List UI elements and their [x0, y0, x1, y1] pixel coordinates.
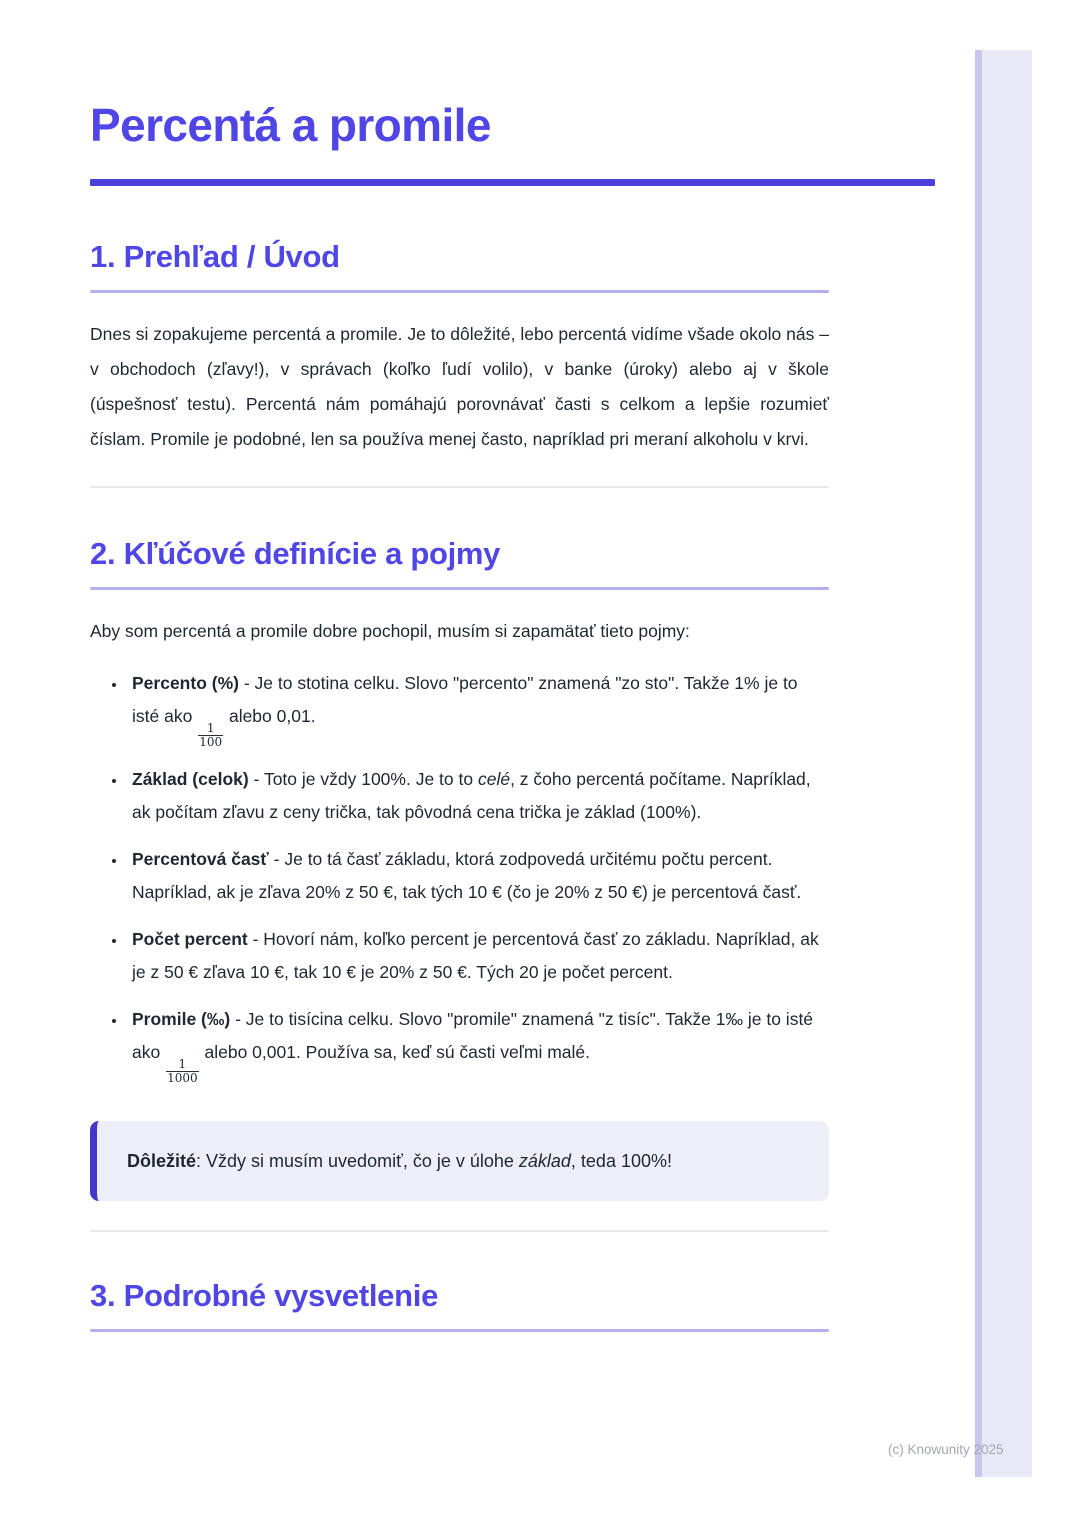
math-fraction: $\frac{1}{1000}$ [167, 1056, 198, 1085]
section-divider-2 [90, 1230, 829, 1232]
section-3-underline [90, 1329, 829, 1332]
section-3-heading: 3. Podrobné vysvetlenie [90, 1277, 439, 1313]
page-edge-strip [975, 50, 1032, 1477]
definitions-intro: Aby som percentá a promile dobre pochopil, musím si zapamätať tieto pojmy: [90, 620, 690, 641]
definitions-list [90, 667, 829, 1085]
definition-item: • Percento (%) - Je to stotina celku. Slovo "percento" znamená "zo sto". Takže 1% je to isté ako $\frac{1}{100}$ alebo 0,01. [127, 667, 829, 749]
section-1-heading: 1. Prehľad / Úvod [90, 238, 340, 274]
overview-paragraph: Dnes si zopakujeme percentá a promile. Je to dôležité, lebo percentá vidíme všade okolo nás – v obchodoch (zľavy!), v správach (koľko ľudí volilo), v banke (úroky) alebo aj v škole (úspešnosť testu). Percentá nám pomáhajú porovnávať časti s celkom a lepšie rozumieť číslam. Promile je podobné, len sa používa menej často, napríklad pri meraní alkoholu v krvi. [90, 323, 829, 449]
math-fraction: $\frac{1}{100}$ [199, 720, 223, 749]
section-explanation [90, 1277, 829, 1332]
definition-item: • Základ (celok) - Toto je vždy 100%. Je to to celé, z čoho percentá počítame. Napríklad, ak počítam zľavu z ceny trička, tak pôvodná cena trička je základ (100%). [127, 763, 829, 829]
section-2-underline [90, 587, 829, 590]
title-divider [90, 179, 935, 186]
section-overview [90, 238, 829, 457]
definition-item: • Počet percent - Hovorí nám, koľko percent je percentová časť zo základu. Napríklad, ak je z 50 € zľava 10 €, tak 10 € je 20% z 50 €. Tých 20 je počet percent. [127, 923, 829, 989]
document-title: Percentá a promile [90, 99, 491, 151]
section-definitions [90, 535, 829, 1201]
important-callout [90, 1121, 829, 1201]
section-1-underline [90, 290, 829, 293]
definition-item: • Promile (‰) - Je to tisícina celku. Slovo "promile" znamená "z tisíc". Takže 1‰ je to isté ako $\frac{1}{1000}$ alebo 0,001. Používa sa, keď sú časti veľmi malé. [127, 1003, 829, 1085]
copyright-footer: (c) Knowunity 2025 [888, 1442, 1004, 1457]
section-2-heading: 2. Kľúčové definície a pojmy [90, 535, 501, 571]
callout-text: Dôležité: Vždy si musím uvedomiť, čo je v úlohe základ, teda 100%! [127, 1150, 672, 1171]
definition-item: • Percentová časť - Je to tá časť základu, ktorá zodpovedá určitému počtu percent. Napríklad, ak je zľava 20% z 50 €, tak tých 10 € (čo je 20% z 50 €) je percentová časť. [127, 843, 829, 909]
section-divider-1 [90, 486, 829, 488]
